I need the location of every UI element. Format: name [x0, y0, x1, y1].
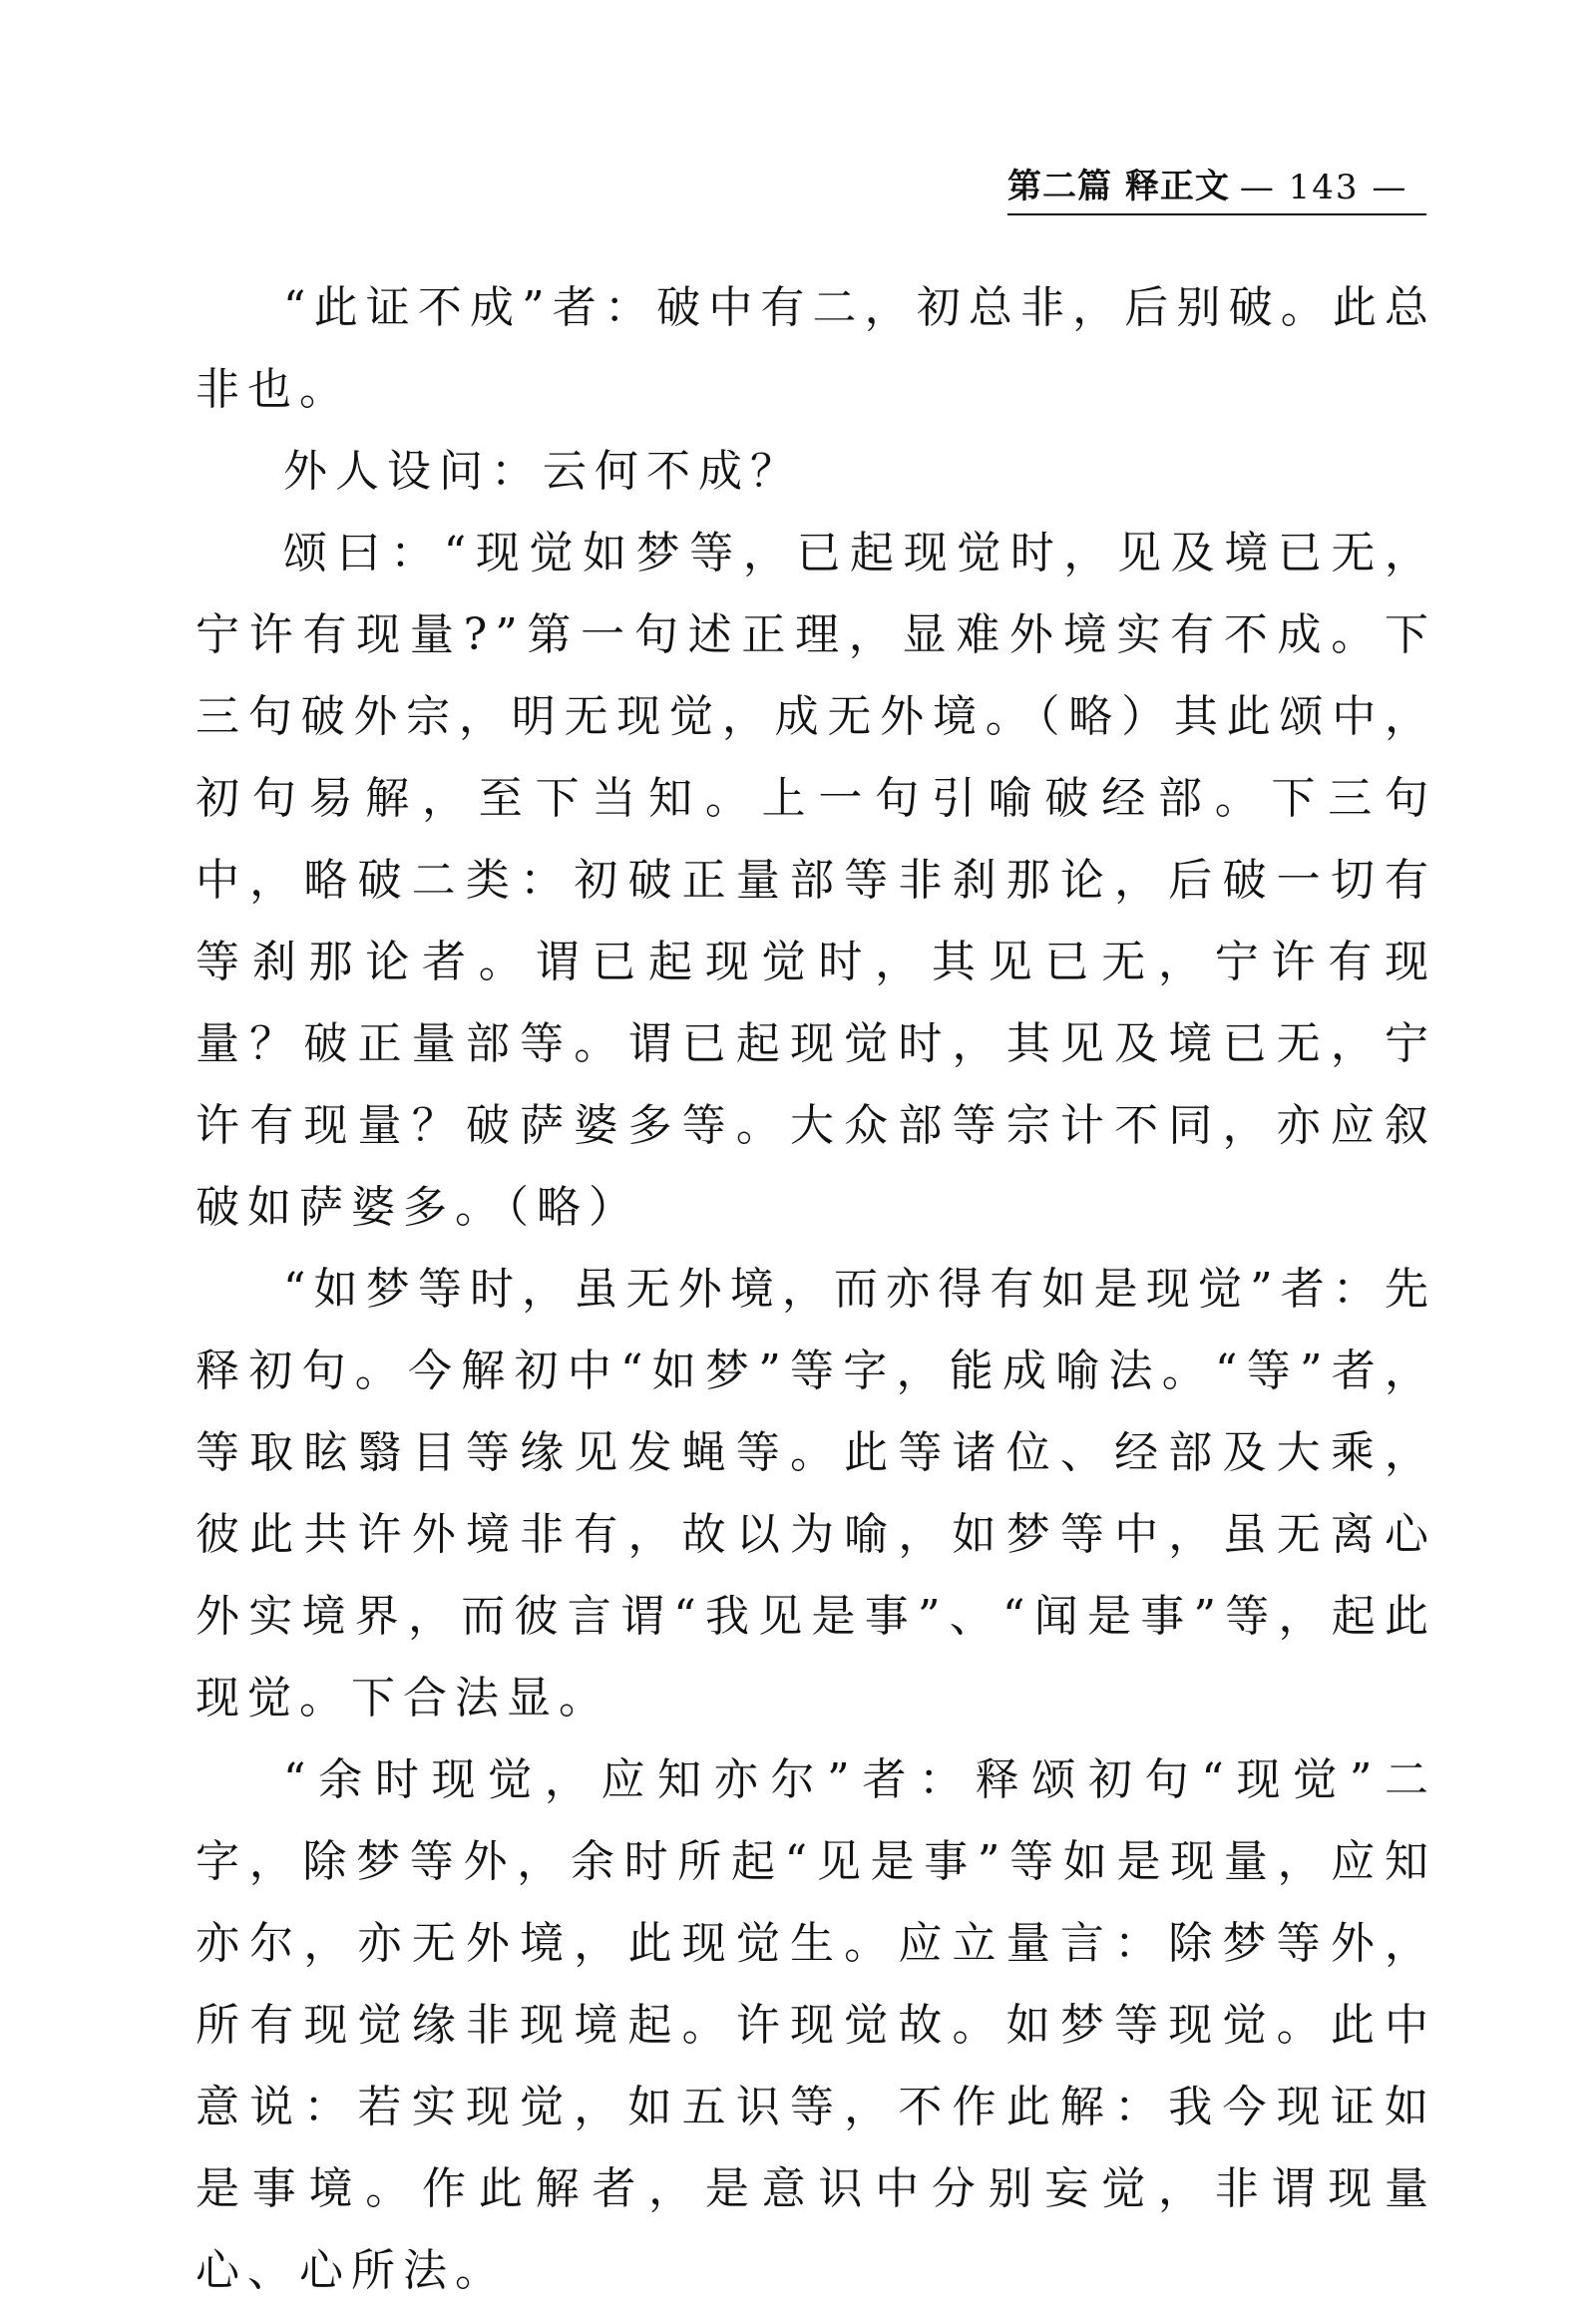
body-text [196, 267, 1436, 2312]
header-section-title: 第二篇 释正文 [1007, 167, 1230, 206]
paragraph: 颂曰：“现觉如梦等，已起现觉时，见及境已无，宁许有现量?”第一句述正理，显难外境实有不成。下三句破外宗，明无现觉，成无外境。（略）其此颂中，初句易解，至下当知。上一句引喻破经部。下三句中，略破二类：初破正量部等非刹那论，后破一切有等刹那论者。谓已起现觉时，其见已无，宁许有现量？破正量部等。谓已起现觉时，其见及境已无，宁许有现量？破萨婆多等。大众部等宗计不同，亦应叙破如萨婆多。（略） [196, 528, 1436, 1233]
paragraph: “此证不成”者：破中有二，初总非，后别破。此总非也。 [196, 282, 1436, 415]
paragraph: “余时现觉，应知亦尔”者：释颂初句“现觉”二字，除梦等外，余时所起“见是事”等如是现量，应知亦尔，亦无外境，此现觉生。应立量言：除梦等外，所有现觉缘非现境起。许现觉故。如梦等现觉。此中意说：若实现觉，如五识等，不作此解：我今现证如是事境。作此解者，是意识中分别妄觉，非谓现量心、心所法。 [196, 1754, 1436, 2296]
header-page-number: — 143 — [1239, 168, 1408, 207]
paragraph: “如梦等时，虽无外境，而亦得有如是现觉”者：先释初句。今解初中“如梦”等字，能成喻法。“等”者，等取眩翳目等缘见发蝇等。此等诸位、经部及大乘，彼此共许外境非有，故以为喻，如梦等中，虽无离心外实境界，而彼言谓“我见是事”、“闻是事”等，起此现觉。下合法显。 [196, 1264, 1436, 1724]
paragraph: 外人设问：云何不成？ [283, 446, 802, 497]
running-header [1007, 168, 1426, 215]
